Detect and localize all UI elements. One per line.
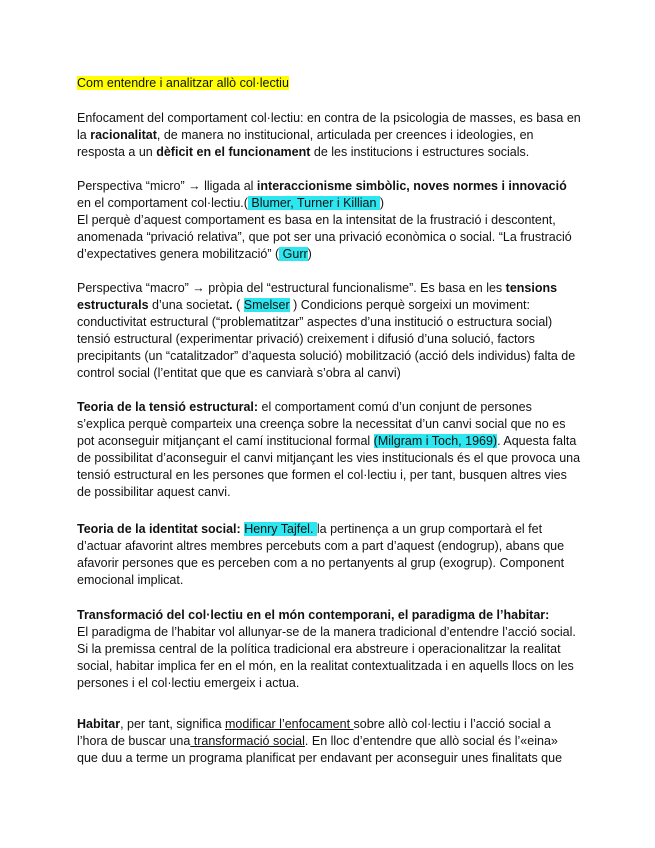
citation-highlight: (Milgram i Toch, 1969) [373,434,498,448]
paragraph-habitar-paradigm: Transformació del col·lectiu en el món contemporani, el paradigma de l’habitar: El paradigma de l’habitar vol allunyar-se de la manera tradicional d’entendre l’acció social. Si la premissa central de la política tradicional era abstreure i operacionalitzar la realitat social, habitar implica fer en el món, en la realitat contextualitzada i en aquells llocs on les persones i el col·lectiu emergeix i actua. [77,608,576,690]
paragraph-social-identity-theory: Teoria de la identitat social: Henry Tajfel. la pertinença a un grup comportarà el fet d’actuar afavorint altres membres percebuts com a part d’aquest (endogrup), abans que afavorir persones que es perceben com a no pertanyents al grup (exogrup). Component emocional implicat. [77,522,565,587]
paragraph-habitar-definition: Habitar, per tant, significa modificar l’enfocament sobre allò col·lectiu i l’acció social a l’hora de buscar una transformació social. En lloc d’entendre que allò social és l’«eina» que duu a terme un programa planificat per endavant per aconseguir unes finalitats que [77,717,563,765]
citation-highlight: Smelser [243,298,290,312]
citation-highlight: Blumer, Turner i Killian [247,196,380,210]
paragraph-micro-perspective: Perspectiva “micro” → lligada al interaccionisme simbòlic, noves normes i innovació en el comportament col·lectiu.( Blumer, Turner i Killian ) El perquè d’aquest comportament es basa en la intensitat de la frustració i descontent, anomenada “privació relativa”, que pot ser una privació econòmica o social. “La frustració d’expectatives genera mobilització” ( Gurr) [77,179,572,261]
citation-highlight: Gurr [279,247,308,261]
paragraph-structural-strain-theory: Teoria de la tensió estructural: el comportament comú d’un conjunt de persones s’explica perquè comparteix una creença sobre la necessitat d’un canvi social que no es pot aconseguir mitjançant el camí institucional formal (Milgram i Toch, 1969). Aquesta falta de possibilitat d’aconseguir el canvi mitjançant les vies institucionals és el que provoca una tensió estructural en les persones que formen el col·lectiu i, per tant, busquen altres vies de possibilitar aquest canvi. [77,400,581,499]
document-title: Com entendre i analitzar allò col·lectiu [77,76,289,90]
citation-highlight: Henry Tajfel. [244,522,317,536]
paragraph-collective-behaviour: Enfocament del comportament col·lectiu: en contra de la psicologia de masses, es basa en la racionalitat, de manera no institucional, articulada per creences i ideologies, en resposta a un dèficit en el funcionament de les institucions i estructures socials. [77,111,581,159]
paragraph-macro-perspective: Perspectiva “macro” → pròpia del “estructural funcionalisme”. Es basa en les tensions estructurals d’una societat. ( Smelser ) Condicions perquè sorgeixi un moviment: conductivitat estructural (“problematitzar” aspectes d’una institució o estructura social) tensió estructural (experimentar privació) creixement i difusió d’una solució, factors precipitants (un “catalitzador” d’aquesta solució) mobilització (acció dels individus) falta de control social (l’entitat que que es canviarà s’obra al canvi) [77,281,576,380]
